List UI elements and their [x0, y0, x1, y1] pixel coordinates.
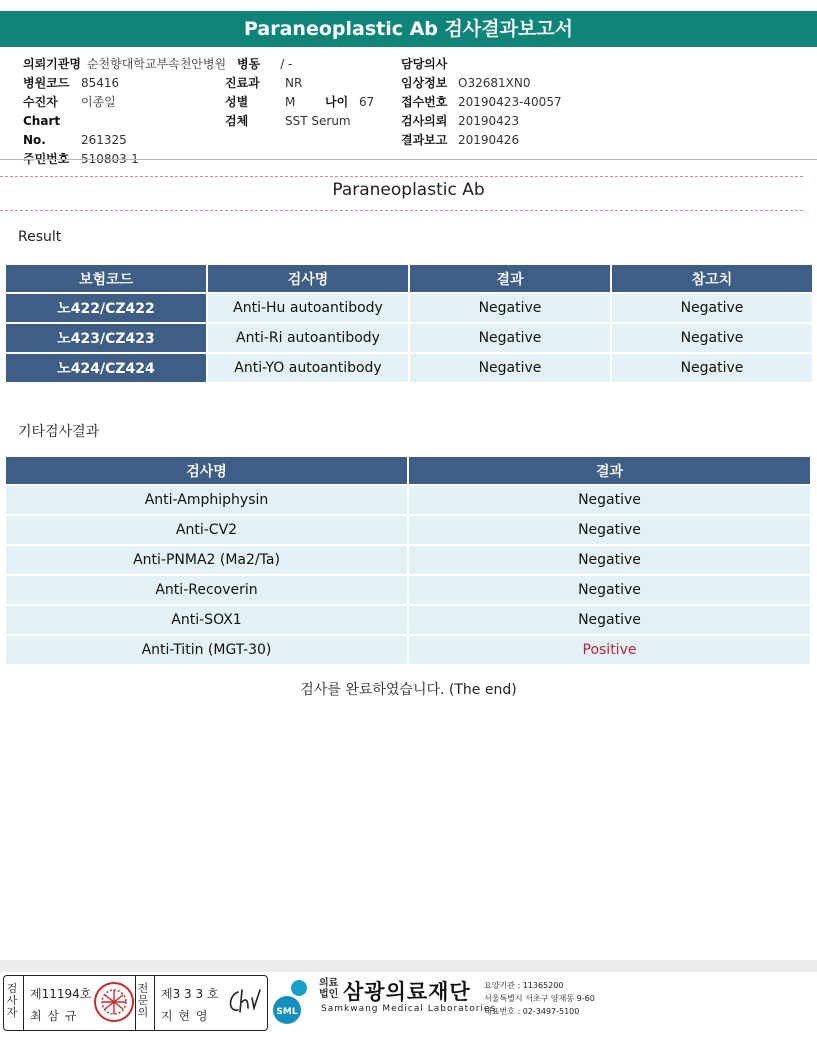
test-name: Anti-Titin (MGT-30): [6, 636, 407, 664]
logo-english: Samkwang Medical Laboratories: [321, 1004, 497, 1014]
test-result: Negative: [409, 606, 810, 634]
logo-name: 삼광의료재단: [343, 980, 471, 1004]
logo-corp-text: 의료법인: [319, 978, 339, 1000]
address: 서울특별시 서초구 양재동 9-60: [484, 994, 595, 1003]
report-title: Paraneoplastic Ab 검사결과보고서: [0, 11, 817, 47]
col-result: 결과: [410, 265, 610, 292]
contact-info: [484, 979, 595, 1018]
test-name: Anti-YO autoantibody: [208, 354, 408, 382]
test-result: Negative: [410, 324, 610, 352]
specimen-label: 검체: [225, 114, 249, 128]
table-row: [6, 486, 810, 514]
result-label: Result: [18, 229, 62, 245]
request-date-label: 검사의뢰: [401, 114, 448, 128]
table-row: [6, 636, 810, 664]
end-note: 검사를 완료하였습니다. (The end): [300, 682, 517, 698]
test-name: Anti-PNMA2 (Ma2/Ta): [6, 546, 407, 574]
header-divider: [0, 159, 817, 160]
test-result: Negative: [410, 294, 610, 322]
sml-logo-icon: [271, 978, 317, 1026]
insurance-code: 노423/CZ423: [6, 324, 206, 352]
sign-divider: [135, 976, 136, 1030]
hospital-code-value: 85416: [81, 76, 120, 90]
col-test-name: 검사명: [6, 457, 407, 484]
other-table-header: [6, 457, 810, 484]
institution-value: 순천향대학교부속천안병원: [86, 57, 227, 71]
patient-value: 이종일: [81, 95, 116, 109]
specialist-no: 제3 3 3 호: [161, 987, 219, 1001]
header-col3: [401, 55, 562, 150]
test-result: Negative: [409, 576, 810, 604]
phone: 대표번호 : 02-3497-5100: [484, 1007, 580, 1016]
section-bottom-rule: [0, 210, 803, 211]
test-result: Negative: [409, 516, 810, 544]
sex-value: M: [285, 95, 296, 109]
doctor-label: 담당의사: [401, 57, 448, 71]
specialist-name: 지 현 영: [161, 1009, 209, 1023]
sign-divider: [154, 976, 155, 1030]
clinical-info-label: 임상정보: [401, 76, 448, 90]
chart-no-label: Chart No.: [23, 114, 61, 147]
institution-label: 의뢰기관명: [23, 57, 81, 71]
examiner-label-text: 검사자: [6, 982, 18, 1019]
examiner-name: 최 삼 규: [30, 1009, 78, 1023]
patient-label: 수진자: [23, 95, 58, 109]
receipt-no-value: 20190423-40057: [458, 95, 562, 109]
seal-stamp-icon: [93, 981, 135, 1023]
table-row: [6, 354, 812, 382]
resident-no-label: 주민번호: [23, 152, 70, 166]
specimen-value: SST Serum: [285, 114, 351, 128]
request-date-value: 20190423: [458, 114, 520, 128]
examiner-label: [6, 983, 20, 1019]
test-name: Anti-Amphiphysin: [6, 486, 407, 514]
test-result: Negative: [410, 354, 610, 382]
chart-no-value: 261325: [81, 133, 127, 147]
insurance-code: 노424/CZ424: [6, 354, 206, 382]
ward-label: 병동: [237, 57, 261, 71]
test-result-positive: Positive: [409, 636, 810, 664]
test-result: Negative: [409, 486, 810, 514]
specialist-label-text: 전문의: [137, 982, 149, 1019]
sign-divider: [23, 976, 24, 1030]
age-label: 나이: [325, 95, 349, 109]
logo-corp: [319, 978, 341, 1000]
ward-value: / -: [280, 57, 293, 71]
header-col1: [23, 55, 226, 169]
reference-value: Negative: [612, 294, 812, 322]
result-table: [4, 263, 814, 384]
signature-box: [3, 975, 268, 1031]
insurance-code: 노422/CZ422: [6, 294, 206, 322]
test-name: Anti-Hu autoantibody: [208, 294, 408, 322]
logo-badge: SML: [276, 1007, 298, 1017]
table-row: [6, 294, 812, 322]
reference-value: Negative: [612, 324, 812, 352]
other-results-label: 기타검사결과: [18, 424, 100, 440]
hospital-code-label: 병원코드: [23, 76, 70, 90]
test-result: Negative: [409, 546, 810, 574]
reference-value: Negative: [612, 354, 812, 382]
institution-code: 요양기관 : 11365200: [484, 981, 564, 990]
table-row: [6, 516, 810, 544]
dept-label: 진료과: [225, 76, 260, 90]
footer-band: [0, 960, 817, 972]
test-name: Anti-SOX1: [6, 606, 407, 634]
report-date-value: 20190426: [458, 133, 520, 147]
age-value: 67: [359, 95, 375, 109]
col-reference: 참고치: [612, 265, 812, 292]
table-row: [6, 606, 810, 634]
section-top-rule: [0, 176, 803, 177]
table-row: [6, 546, 810, 574]
result-table-header: [6, 265, 812, 292]
examiner-no: 제11194호: [30, 987, 92, 1001]
table-row: [6, 576, 810, 604]
col-test-name: 검사명: [208, 265, 408, 292]
specialist-label: [137, 983, 151, 1019]
report-date-label: 결과보고: [401, 133, 448, 147]
test-name: Anti-CV2: [6, 516, 407, 544]
col-result: 결과: [409, 457, 810, 484]
section-title: Paraneoplastic Ab: [332, 180, 485, 200]
test-name: Anti-Recoverin: [6, 576, 407, 604]
resident-no-value: 510803-1: [81, 152, 139, 166]
col-insurance-code: 보험코드: [6, 265, 206, 292]
signature-icon: [224, 986, 264, 1018]
header-col2: [225, 55, 375, 131]
clinical-info-value: O32681XN0: [458, 76, 531, 90]
dept-value: NR: [285, 76, 303, 90]
other-results-table: [4, 455, 812, 666]
sex-label: 성별: [225, 95, 249, 109]
table-row: [6, 324, 812, 352]
test-name: Anti-Ri autoantibody: [208, 324, 408, 352]
receipt-no-label: 접수번호: [401, 95, 448, 109]
